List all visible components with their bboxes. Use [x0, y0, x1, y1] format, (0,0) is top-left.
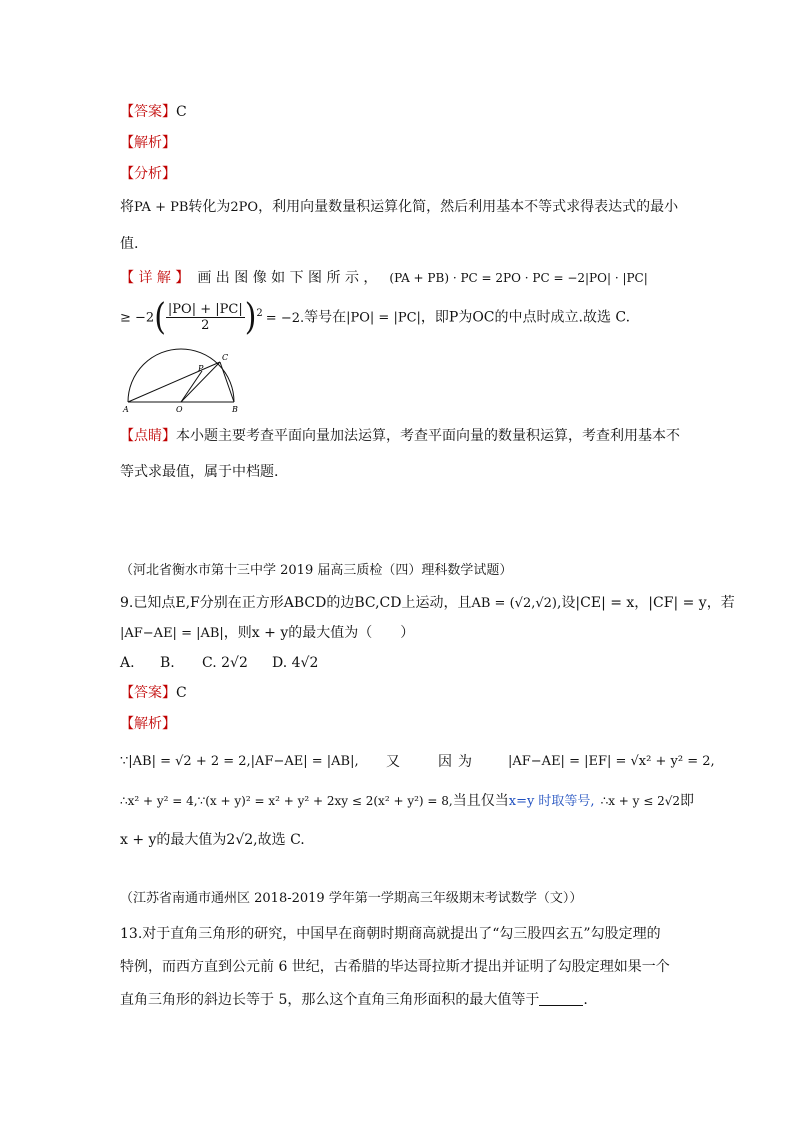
segment-ac	[128, 362, 220, 402]
q9-solution-word: 为	[458, 754, 472, 770]
q9-stem-text: ,设|CE| = x，|CF| = y，若	[556, 595, 735, 611]
q13-line-2: 特例，而西方直到公元前 6 世纪，古希腊的毕达哥拉斯才提出并证明了勾股定理如果一个	[120, 959, 670, 975]
q9-stem-line-2	[120, 623, 414, 644]
fraction	[166, 302, 245, 333]
q9-option-b: B.	[160, 655, 175, 671]
jiexi-tag: 【解析】	[120, 135, 176, 151]
q9-options	[120, 653, 318, 673]
answer-value: C	[176, 104, 187, 120]
q9-solution-word: 又	[386, 754, 400, 770]
fraction-denominator: 2	[201, 318, 210, 334]
q9-answer-line	[120, 683, 187, 703]
detail-text: .故选 C.	[578, 309, 631, 326]
label-c: C	[222, 353, 229, 362]
comment-text: 本小题主要考查平面向量加法运算，考查平面向量的数量积运算，考查利用基本不	[176, 428, 680, 444]
label-b: B	[232, 405, 238, 414]
label-p: P	[198, 364, 204, 373]
semicircle-arc	[128, 349, 234, 402]
q9-solution-text: 当且仅当	[452, 793, 509, 809]
q9-jiexi-tag: 【解析】	[120, 716, 176, 732]
detail-line-1	[120, 268, 648, 288]
label-a: A	[123, 405, 129, 414]
q9-solution-word: 因	[438, 754, 452, 770]
q9-stem-text: ，则x + y的最大值为（ ）	[223, 625, 415, 641]
q9-solution-line-3: x + y的最大值为2√2,故选 C.	[120, 832, 305, 848]
answer-line	[120, 102, 187, 122]
label-o: O	[176, 405, 183, 414]
detail-text: 画 出 图 像 如 下 图 所 示 ，	[197, 270, 378, 286]
q9-answer-tag: 【答案】	[120, 685, 176, 701]
q9-stem-line-1	[120, 593, 735, 614]
q9-solution-expression: |AF−AE| = |EF| = √x² + y² = 2,	[508, 754, 715, 769]
detail-expression: ≥ −2	[120, 310, 155, 326]
comment-line-1	[120, 426, 680, 446]
fenxi-expression: PA + PB	[134, 200, 189, 215]
detail-expression: (PA + PB) · PC = 2PO · PC = −2|PO| · |PC|	[389, 271, 648, 285]
comment-line-2: 等式求最值，属于中档题.	[120, 464, 279, 480]
q13-text: .	[583, 992, 588, 1008]
detail-line-2	[120, 294, 631, 339]
exponent-glyph: 2	[256, 308, 263, 319]
segment-bc	[220, 362, 234, 402]
fenxi-tag: 【分析】	[120, 166, 176, 182]
fenxi-line-2: 值.	[120, 236, 139, 252]
semicircle-figure	[118, 338, 248, 414]
q9-option-c: C. 2√2	[202, 655, 248, 671]
paren-left-glyph: (	[154, 296, 166, 339]
segment-op	[181, 371, 202, 402]
q13-text: 直角三角形的斜边长等于 5，那么这个直角三角形面积的最大值等于	[120, 992, 540, 1008]
q13-source: （江苏省南通市通州区 2018-2019 学年第一学期高三年级期末考试数学（文））	[120, 891, 583, 906]
fenxi-text: 将	[120, 199, 134, 215]
fenxi-expression: 2PO	[230, 200, 259, 215]
q9-solution-expression: ∴x² + y² = 4,∵(x + y)² = x² + y² + 2xy ≤ 2(x² + y²) = 8,	[120, 794, 453, 808]
q9-stem-expression: |AF−AE| = |AB|	[120, 626, 224, 641]
detail-expression: |PO| = |PC|	[346, 310, 421, 326]
q9-solution-expression: ∴x + y ≤ 2√2	[600, 794, 681, 808]
fenxi-line-1	[120, 197, 678, 218]
q13-line-3	[120, 990, 588, 1010]
detail-text: 等号在	[304, 309, 347, 326]
answer-blank[interactable]	[539, 991, 583, 1006]
q9-option-a: A.	[120, 655, 135, 671]
detail-expression: = −2.	[265, 310, 305, 326]
comment-tag: 【点睛】	[120, 428, 176, 444]
q9-source: （河北省衡水市第十三中学 2019 届高三质检（四）理科数学试题）	[120, 563, 513, 578]
fenxi-text: ，利用向量数量积运算化简，然后利用基本不等式求得表达式的最小	[258, 199, 679, 215]
q9-answer-value: C	[176, 685, 187, 701]
q9-solution-expression: ∵|AB| = √2 + 2 = 2,|AF−AE| = |AB|,	[120, 754, 359, 769]
detail-text: ，即P为OC的中点时成立	[420, 309, 579, 326]
q9-stem-text: 9.已知点E,F分别在正方形ABCD的边BC,CD上运动，且	[120, 595, 472, 611]
q9-stem-expression: AB = (√2,√2)	[471, 596, 557, 611]
paren-right-glyph: )	[244, 296, 257, 339]
fraction-numerator: |PO| + |PC|	[167, 302, 243, 318]
fenxi-text: 转化为	[188, 199, 231, 215]
q9-solution-line-2	[120, 791, 694, 812]
q13-line-1: 13.对于直角三角形的研究，中国早在商朝时期商高就提出了“勾三股四玄五”勾股定理的	[120, 926, 661, 942]
q9-option-d: D. 4√2	[272, 655, 319, 671]
q9-solution-text: 即	[680, 793, 695, 809]
q9-solution-condition: x=y 时取等号,	[508, 794, 595, 809]
answer-tag: 【答案】	[120, 104, 176, 120]
detail-tag: 【 详 解 】	[120, 270, 190, 286]
